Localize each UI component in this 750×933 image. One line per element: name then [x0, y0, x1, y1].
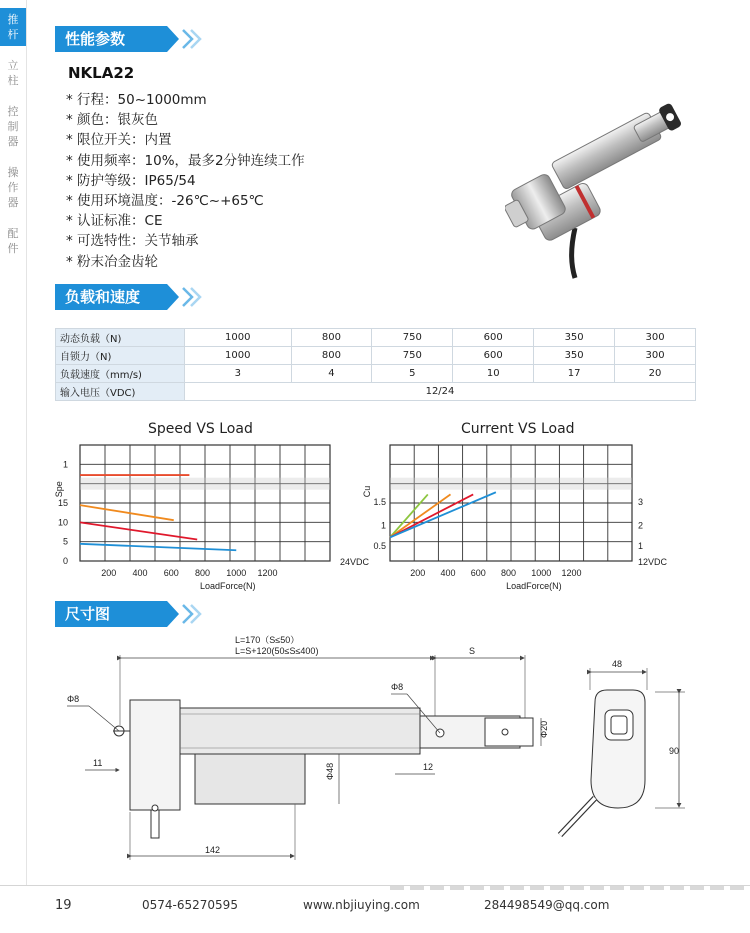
- y-axis-label: Spe: [54, 481, 64, 498]
- sidebar: [0, 0, 27, 885]
- dim-12: 12: [423, 762, 434, 772]
- y-tick-label-right: 3: [638, 497, 644, 507]
- dim-phi8-right: Φ8: [391, 682, 404, 692]
- sidebar-item-char: 杆: [7, 28, 19, 41]
- footer: [0, 885, 750, 933]
- table-cell: 300: [615, 329, 696, 347]
- spec-item: * 颜色：银灰色: [66, 112, 159, 129]
- table-cell: 1000: [185, 329, 292, 347]
- chevron-icon: [181, 26, 203, 52]
- scan-band: [390, 478, 632, 490]
- table-cell: 750: [372, 347, 453, 365]
- x-tick-label: 400: [132, 568, 148, 578]
- sidebar-item-char: 作: [7, 181, 19, 194]
- table-cell: 800: [291, 347, 372, 365]
- table-cell: 5: [372, 365, 453, 383]
- sidebar-item-char: 柱: [7, 74, 19, 87]
- spec-item: * 行程：50~1000mm: [66, 92, 207, 108]
- y-tick-label: 15: [57, 498, 68, 508]
- website-link[interactable]: www.nbjiuying.com: [303, 898, 420, 912]
- spec-item: * 限位开关：内置: [66, 132, 172, 149]
- x-tick-label: 200: [101, 568, 117, 578]
- model-name: NKLA22: [68, 64, 135, 82]
- table-cell: 1000: [185, 347, 292, 365]
- y-axis-label: Cu: [362, 485, 372, 498]
- sidebar-item-1[interactable]: [0, 54, 26, 92]
- row-header: 负载速度（mm/s): [56, 365, 185, 383]
- dim-phi48: Φ48: [325, 762, 335, 780]
- header-arrow: [167, 26, 179, 52]
- voltage-note-left: 24VDC: [340, 557, 370, 567]
- chart-title-current: Current VS Load: [461, 421, 575, 437]
- chevron-icon: [181, 601, 203, 627]
- header-arrow: [167, 601, 179, 627]
- table-cell: 800: [291, 329, 372, 347]
- x-tick-label: 1200: [561, 568, 582, 578]
- table-row: [56, 329, 696, 347]
- table-cell: 600: [453, 329, 534, 347]
- y-tick-label-left: 1: [380, 520, 386, 531]
- table-cell: 350: [534, 329, 615, 347]
- y-tick-label-left: 1.5: [373, 497, 386, 507]
- dim-l1: L=170（S≤50）: [235, 635, 300, 645]
- spec-item: * 使用频率：10%，最多2分钟连续工作: [66, 152, 305, 169]
- table-cell: 750: [372, 329, 453, 347]
- load-speed-table: [55, 328, 696, 401]
- x-tick-label: 200: [410, 568, 426, 578]
- section-header-performance: [55, 26, 203, 52]
- dim-90: 90: [669, 746, 680, 756]
- y-tick-label-left: 0.5: [373, 541, 386, 551]
- x-tick-label: 600: [470, 568, 486, 578]
- spec-item: * 可选特性：关节轴承: [66, 233, 199, 250]
- sidebar-item-char: 器: [7, 196, 19, 209]
- sidebar-item-3[interactable]: [0, 161, 26, 214]
- y-tick-label-right: 2: [638, 520, 644, 531]
- sidebar-item-char: 制: [7, 120, 19, 133]
- chevron-icon: [181, 284, 203, 310]
- row-header: 动态负载（N): [56, 329, 185, 347]
- x-tick-label: 800: [501, 568, 517, 578]
- sidebar-item-char: 操: [7, 166, 19, 179]
- x-axis-label: LoadForce(N): [200, 581, 256, 591]
- spec-item: * 粉末冶金齿轮: [66, 253, 159, 270]
- speed-vs-load-chart: [40, 437, 340, 597]
- sidebar-item-2[interactable]: [0, 100, 26, 153]
- actuator-product-image: [505, 80, 705, 280]
- x-tick-label: 600: [163, 568, 179, 578]
- section-header-load-speed: [55, 284, 203, 310]
- spec-item: * 认证标准：CE: [66, 213, 163, 230]
- sidebar-item-char: 推: [7, 13, 19, 26]
- row-header: 自锁力（N): [56, 347, 185, 365]
- section-title: 尺寸图: [55, 601, 167, 627]
- x-axis-label: LoadForce(N): [506, 581, 562, 591]
- dim-phi8-left: Φ8: [67, 694, 80, 704]
- spec-item: * 使用环境温度：-26℃~+65℃: [66, 193, 264, 210]
- dim-142: 142: [205, 845, 221, 855]
- y-tick-label: 5: [62, 536, 68, 547]
- sidebar-item-0[interactable]: [0, 8, 26, 46]
- y-tick-label-right: 1: [638, 541, 644, 551]
- scan-band: [80, 478, 330, 490]
- table-cell: 4: [291, 365, 372, 383]
- x-tick-label: 400: [440, 568, 456, 578]
- y-tick-label: 1: [62, 459, 68, 470]
- table-cell: 10: [453, 365, 534, 383]
- x-tick-label: 1200: [257, 568, 278, 578]
- table-cell: 350: [534, 347, 615, 365]
- sidebar-item-4[interactable]: [0, 222, 26, 260]
- dim-48: 48: [612, 659, 623, 669]
- spec-item: * 防护等级：IP65/54: [66, 172, 196, 189]
- sidebar-item-char: 器: [7, 135, 19, 148]
- email-address[interactable]: 284498549@qq.com: [484, 898, 610, 912]
- table-cell: 20: [615, 365, 696, 383]
- sidebar-item-char: 立: [7, 59, 19, 72]
- section-title: 性能参数: [55, 26, 167, 52]
- spec-list: [66, 90, 305, 272]
- table-cell: 17: [534, 365, 615, 383]
- x-tick-label: 1000: [531, 568, 552, 578]
- page-number: 19: [55, 898, 72, 913]
- x-tick-label: 800: [195, 568, 211, 578]
- sidebar-item-char: 配: [7, 227, 19, 240]
- chart-title-speed: Speed VS Load: [148, 421, 253, 437]
- dim-phi20: Φ20: [539, 720, 549, 738]
- table-row: [56, 383, 696, 401]
- dim-s: S: [469, 646, 476, 656]
- table-row: [56, 365, 696, 383]
- phone-number: 0574-65270595: [142, 898, 238, 912]
- table-cell: 3: [185, 365, 292, 383]
- current-vs-load-chart: [338, 437, 684, 597]
- sidebar-item-char: 控: [7, 105, 19, 118]
- table-cell: 600: [453, 347, 534, 365]
- header-arrow: [167, 284, 179, 310]
- y-tick-label: 0: [62, 556, 68, 566]
- dim-l2: L=S+120(50≤S≤400): [235, 646, 319, 656]
- x-tick-label: 1000: [226, 568, 247, 578]
- table-row: [56, 347, 696, 365]
- table-cell: 12/24: [185, 383, 696, 401]
- section-title: 负载和速度: [55, 284, 167, 310]
- dim-11: 11: [93, 758, 103, 768]
- dimension-drawing: [55, 630, 705, 875]
- row-header: 输入电压（VDC): [56, 383, 185, 401]
- table-cell: 300: [615, 347, 696, 365]
- footer-decoration: [390, 886, 750, 890]
- sidebar-item-char: 件: [7, 242, 19, 255]
- voltage-note-right: 12VDC: [638, 557, 668, 567]
- y-tick-label: 10: [57, 517, 68, 528]
- section-header-dimensions: [55, 601, 203, 627]
